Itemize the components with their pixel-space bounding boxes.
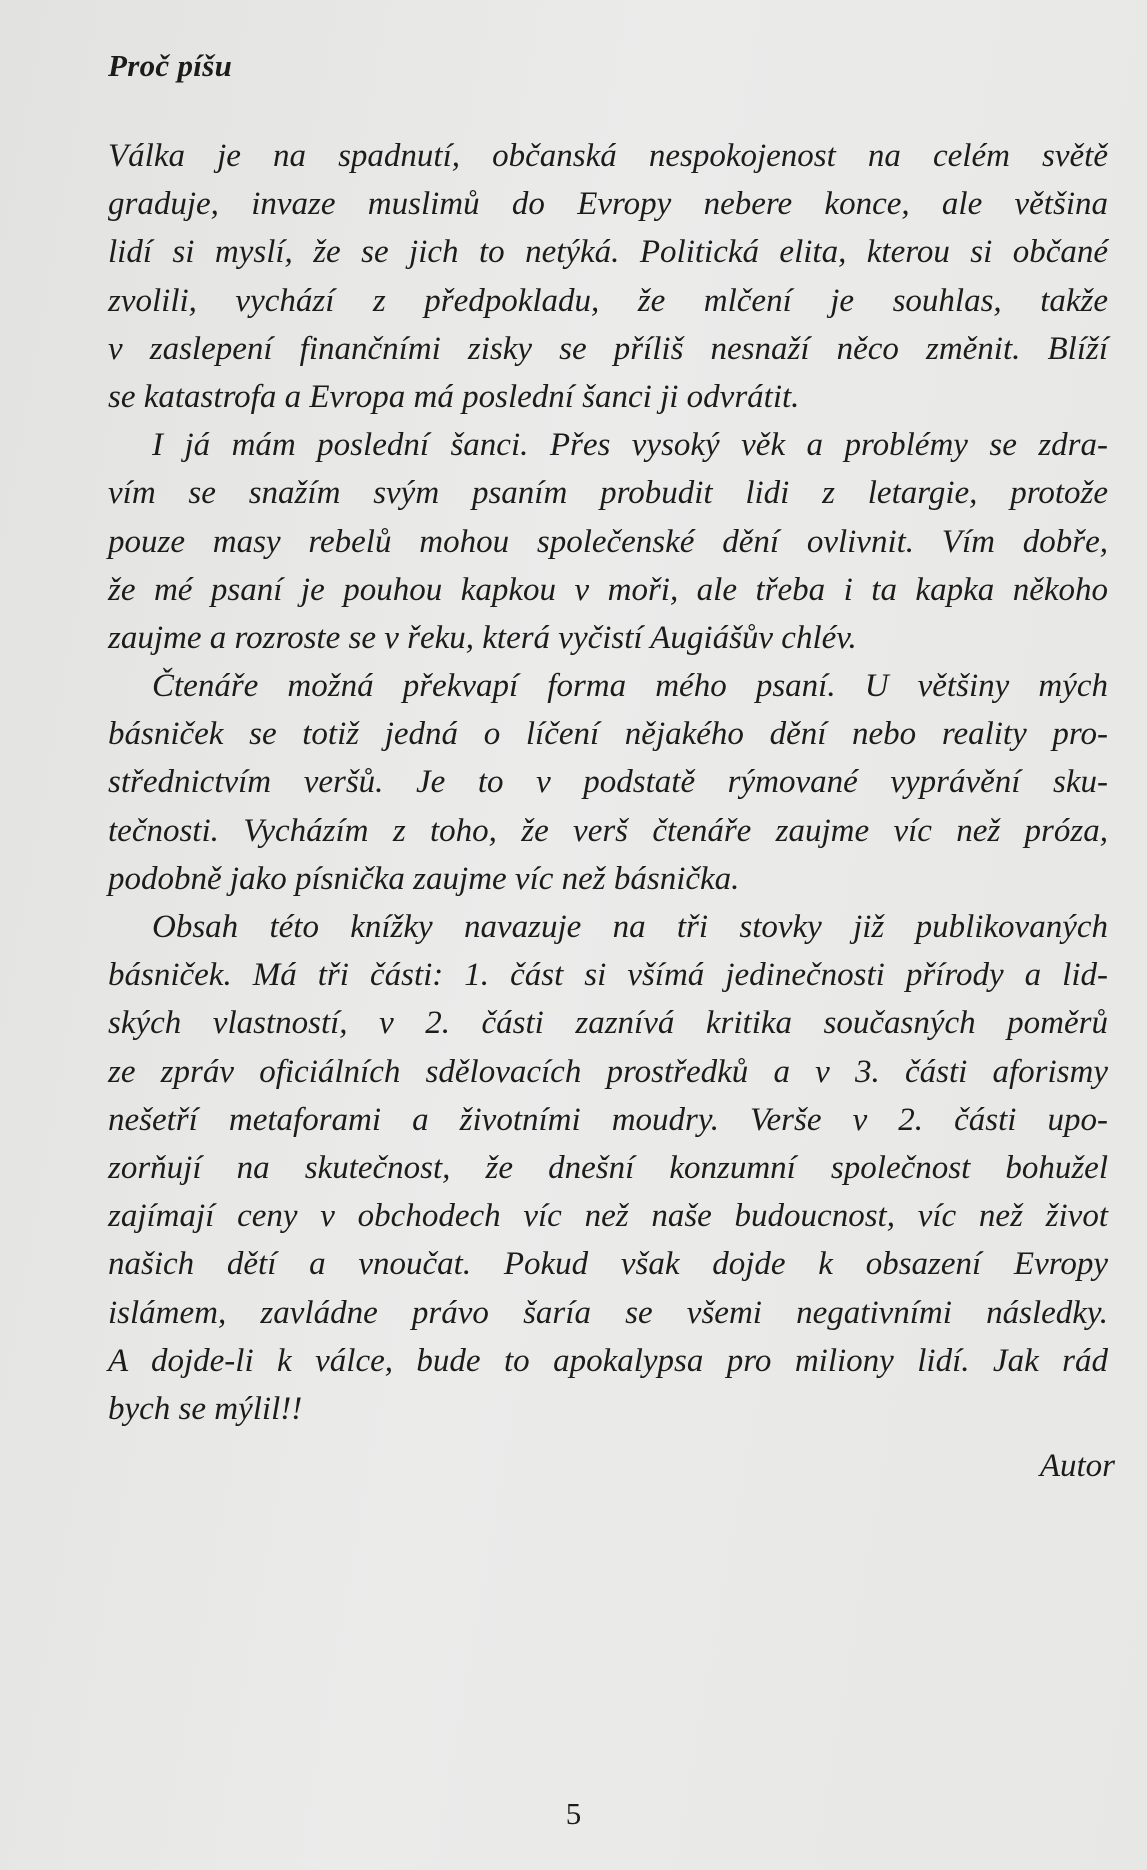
text-line: básniček. Má tři části: 1. část si všímá jedinečnosti přírody a lid-: [108, 957, 1108, 994]
text-line: že mé psaní je pouhou kapkou v moři, ale třeba i ta kapka někoho: [108, 571, 1108, 608]
text-line: se katastrofa a Evropa má poslední šanci ji odvrátit.: [108, 378, 800, 415]
text-line: graduje, invaze muslimů do Evropy nebere konce, ale většina: [108, 186, 1108, 223]
text-line: zvolili, vychází z předpokladu, že mlčení je souhlas, takže: [108, 282, 1108, 319]
text-line: básniček se totiž jedná o líčení nějakého dění nebo reality pro-: [108, 716, 1108, 753]
text-line: našich dětí a vnoučat. Pokud však dojde k obsazení Evropy: [108, 1246, 1108, 1283]
text-line: ských vlastností, v 2. části zaznívá kritika současných poměrů: [108, 1005, 1108, 1042]
text-line: Obsah této knížky navazuje na tři stovky již publikovaných: [152, 909, 1108, 945]
author-signature: Autor: [1039, 1448, 1115, 1484]
text-line: pouze masy rebelů mohou společenské dění ovlivnit. Vím dobře,: [108, 523, 1108, 560]
text-line: nešetří metaforami a životními moudry. Verše v 2. části upo-: [108, 1101, 1108, 1138]
text-line: podobně jako písnička zaujme víc než básnička.: [108, 860, 740, 897]
text-line: I já mám poslední šanci. Přes vysoký věk a problémy se zdra-: [152, 427, 1108, 464]
text-line: A dojde-li k válce, bude to apokalypsa pro miliony lidí. Jak rád: [108, 1342, 1108, 1379]
text-line: lidí si myslí, že se jich to netýká. Politická elita, kterou si občané: [108, 234, 1108, 271]
page-heading: Proč píšu: [108, 48, 233, 83]
text-line: ze zpráv oficiálních sdělovacích prostředků a v 3. části aforismy: [108, 1053, 1108, 1090]
text-line: v zaslepení finančními zisky se příliš nesnaží něco změnit. Blíží: [108, 330, 1108, 367]
text-line: střednictvím veršů. Je to v podstatě rýmované vyprávění sku-: [108, 764, 1108, 801]
text-line: Válka je na spadnutí, občanská nespokojenost na celém světě: [108, 138, 1108, 174]
text-line: tečnosti. Vycházím z toho, že verš čtenáře zaujme víc než próza,: [108, 812, 1108, 849]
text-line: zorňují na skutečnost, že dnešní konzumní společnost bohužel: [108, 1149, 1108, 1186]
text-line: vím se snažím svým psaním probudit lidi z letargie, protože: [108, 475, 1108, 512]
text-line: zajímají ceny v obchodech víc než naše budoucnost, víc než život: [108, 1198, 1108, 1235]
body-text: [108, 132, 1108, 1433]
text-line: bych se mýlil!!: [108, 1390, 303, 1427]
text-line: Čtenáře možná překvapí forma mého psaní. U většiny mých: [152, 668, 1108, 705]
text-line: zaujme a rozroste se v řeku, která vyčistí Augiášův chlév.: [108, 619, 857, 656]
page-number: 5: [565, 1796, 582, 1831]
text-line: islámem, zavládne právo šaría se všemi negativními následky.: [108, 1294, 1108, 1331]
